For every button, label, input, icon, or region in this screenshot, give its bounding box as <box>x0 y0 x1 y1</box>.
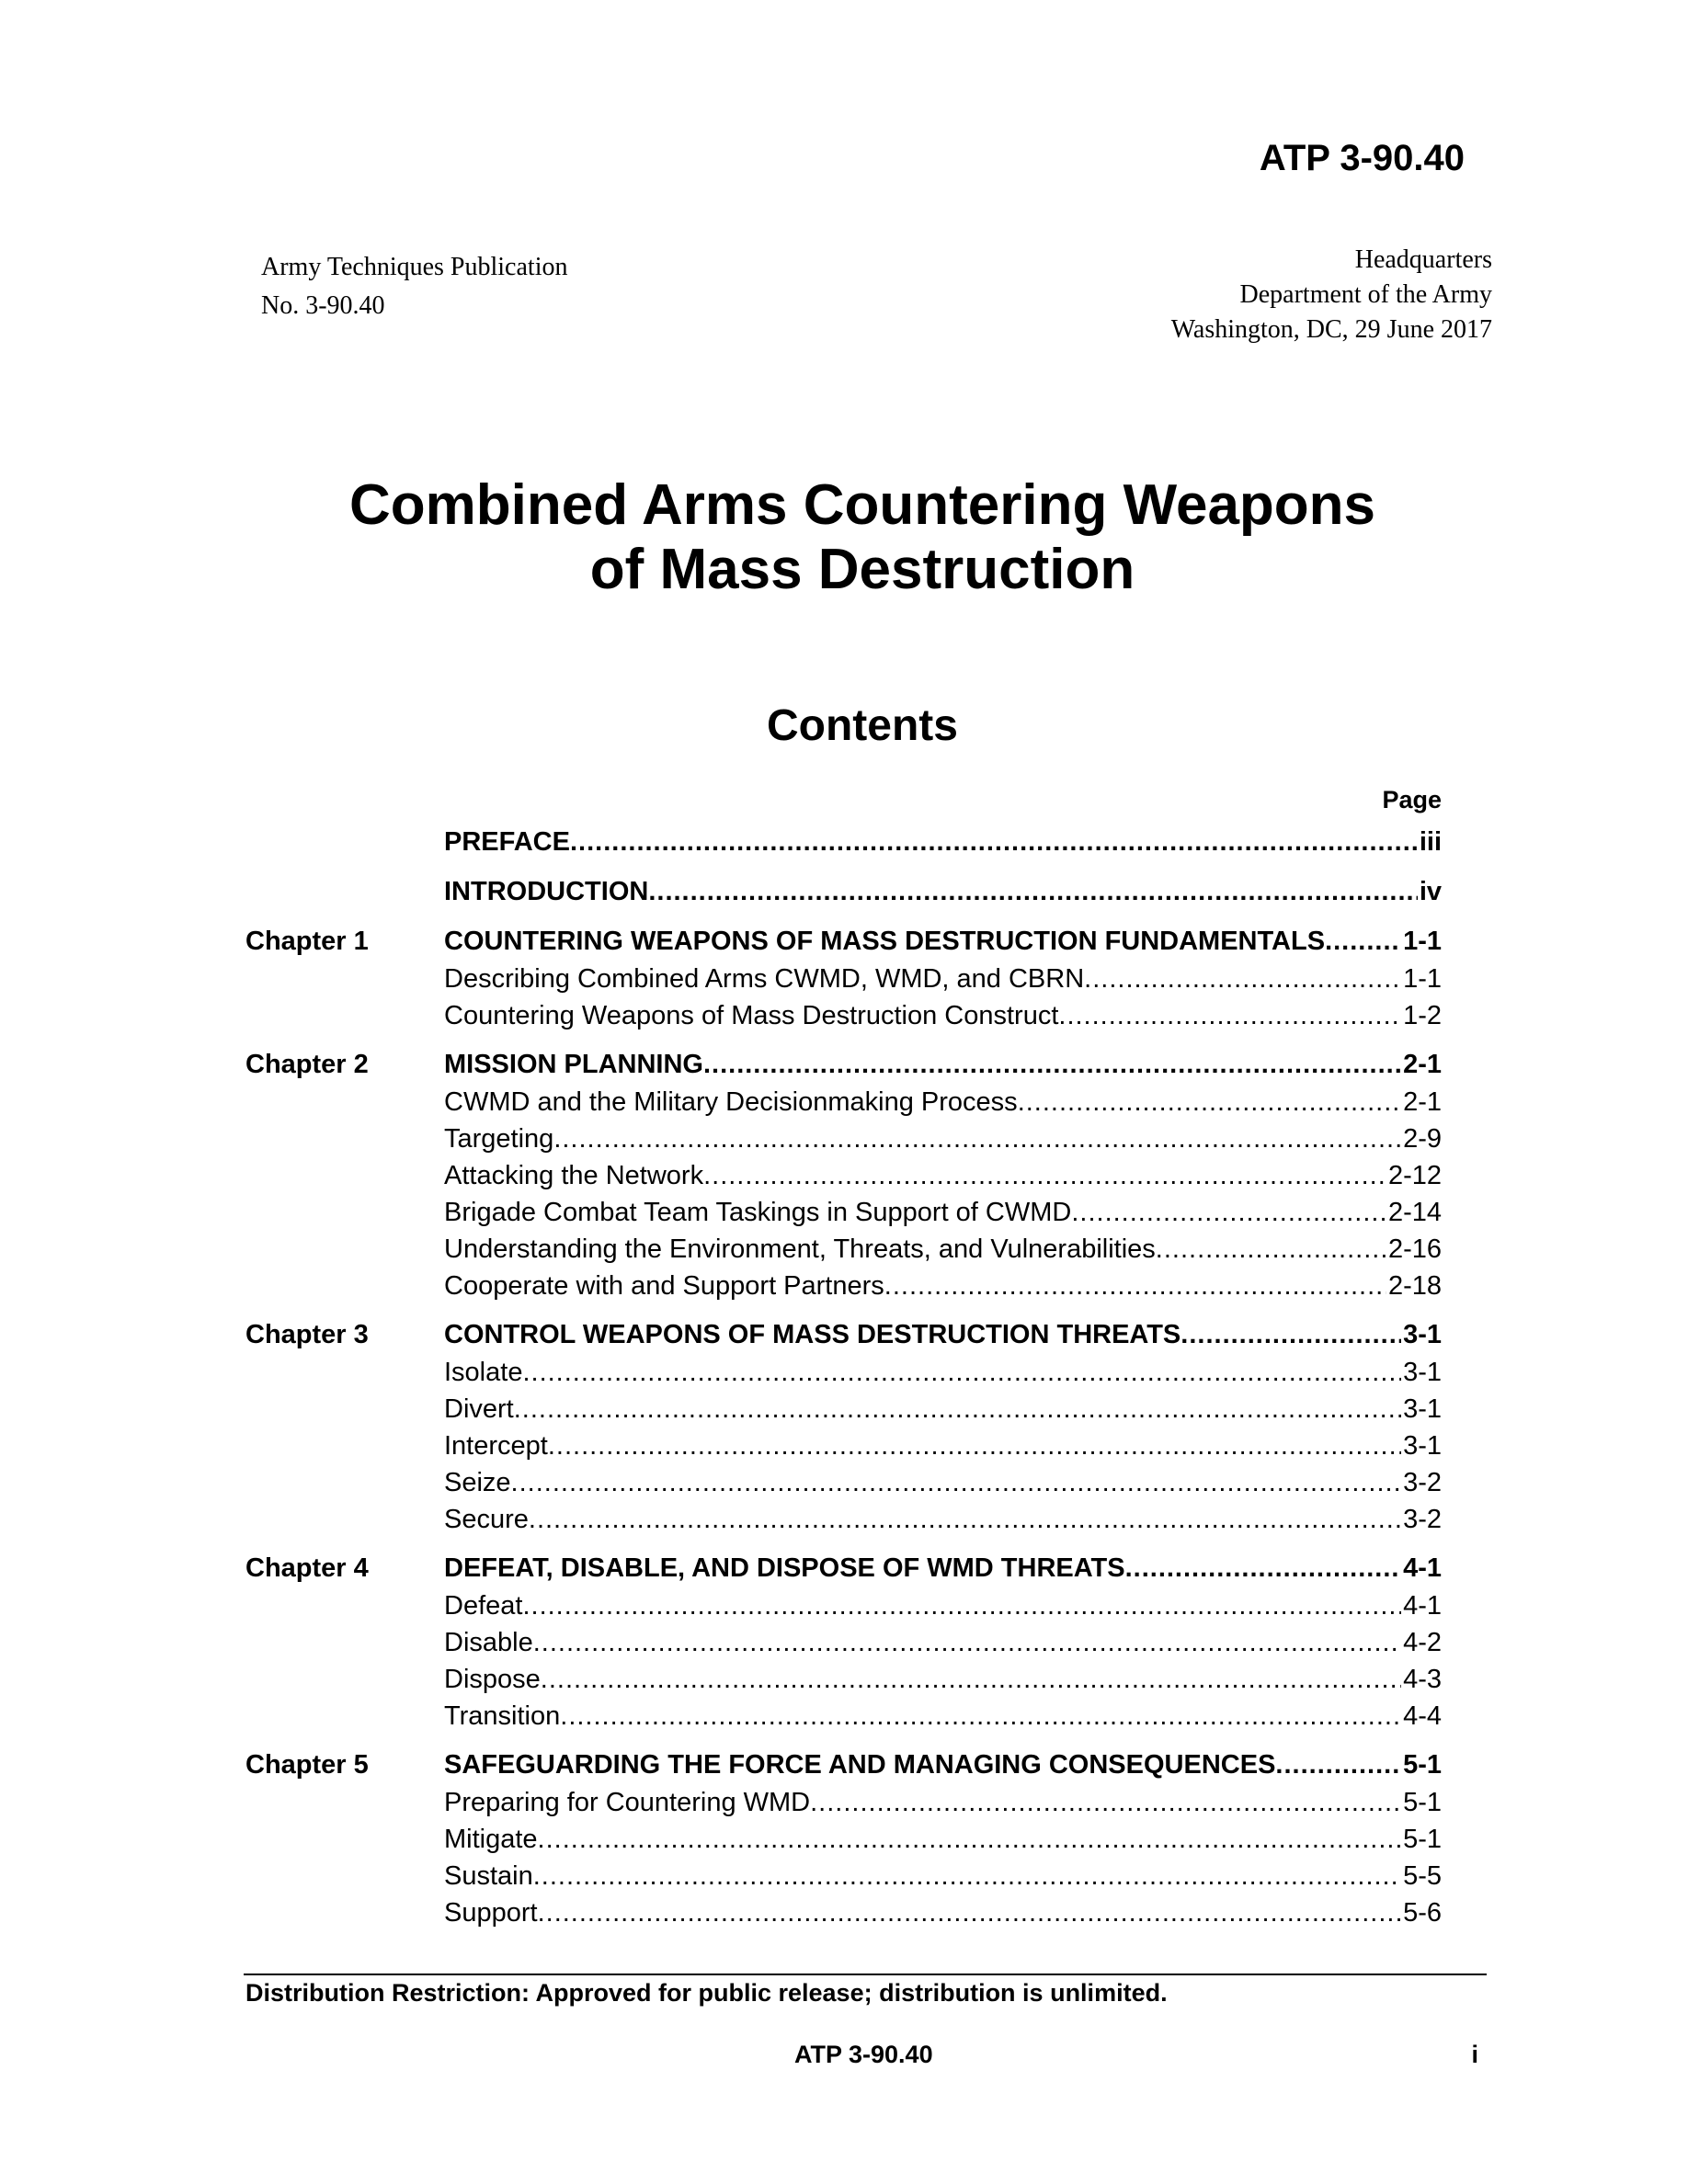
toc-section-entry[interactable] <box>444 1428 1442 1464</box>
dot-leader <box>1156 1231 1386 1268</box>
toc-group <box>245 1549 1442 1735</box>
headquarters-line: Headquarters <box>1354 245 1492 274</box>
toc-entry-title: CWMD and the Military Decisionmaking Process <box>444 1087 1018 1117</box>
toc-entry-page: 1-2 <box>1403 1001 1442 1030</box>
toc-entry-title: Secure <box>444 1505 529 1534</box>
toc-entry-title: Cooperate with and Support Partners <box>444 1271 884 1301</box>
toc-entry-page: 3-2 <box>1403 1505 1442 1534</box>
toc-section-entry[interactable] <box>444 1268 1442 1304</box>
toc-entry-title: Targeting <box>444 1124 554 1154</box>
toc-section-entry[interactable] <box>444 1624 1442 1661</box>
toc-entry-title: Isolate <box>444 1358 523 1387</box>
toc-chapter-entry[interactable] <box>444 1315 1442 1354</box>
toc-entry-page: 3-1 <box>1403 1358 1442 1387</box>
toc-section-entry[interactable] <box>444 1231 1442 1268</box>
toc-entry-page: 2-9 <box>1403 1124 1442 1154</box>
toc-entry-page: 3-2 <box>1403 1468 1442 1497</box>
dot-leader <box>703 1045 1401 1084</box>
publication-info <box>261 248 567 325</box>
toc-section-entry[interactable] <box>444 1194 1442 1231</box>
dot-leader <box>538 1894 1402 1931</box>
toc-section-entry[interactable] <box>444 997 1442 1034</box>
dot-leader <box>548 1428 1401 1464</box>
toc-entry-title: Preparing for Countering WMD <box>444 1788 811 1817</box>
toc-section-entry[interactable] <box>444 1391 1442 1428</box>
toc-entry-title: INTRODUCTION <box>444 877 649 906</box>
title-line-1: Combined Arms Countering Weapons <box>348 473 1376 537</box>
toc-entry-title: Transition <box>444 1701 561 1731</box>
toc-entry-title: Divert <box>444 1394 514 1424</box>
toc-entry-page: 5-6 <box>1403 1898 1442 1928</box>
distribution-restriction: Distribution Restriction: Approved for public release; distribution is unlimited. <box>245 1979 1168 2007</box>
toc-group <box>245 922 1442 1034</box>
toc-entry-page: 3-1 <box>1403 1394 1442 1424</box>
toc-entry-title: Support <box>444 1898 538 1928</box>
toc-entry-page: iv <box>1419 877 1442 906</box>
dot-leader <box>1018 1084 1401 1120</box>
dot-leader <box>529 1501 1401 1538</box>
toc-entry-title: Sustain <box>444 1861 533 1891</box>
toc-entry-title: Dispose <box>444 1665 541 1694</box>
toc-entry-title: PREFACE <box>444 827 570 857</box>
toc-entry-title: Countering Weapons of Mass Destruction Construct <box>444 1001 1059 1030</box>
toc-group <box>245 1045 1442 1304</box>
toc-entry-page: 2-14 <box>1387 1198 1442 1227</box>
toc-section-entry[interactable] <box>444 1698 1442 1735</box>
toc-entry-page: 3-1 <box>1403 1431 1442 1461</box>
toc-chapter-entry[interactable] <box>444 872 1442 911</box>
toc-entry-title: Defeat <box>444 1591 523 1621</box>
toc-group <box>245 823 1442 861</box>
toc-section-entry[interactable] <box>444 1120 1442 1157</box>
chapter-label: Chapter 2 <box>245 1050 369 1079</box>
toc-section-entry[interactable] <box>444 1157 1442 1194</box>
toc-entry-title: Describing Combined Arms CWMD, WMD, and CBRN <box>444 964 1085 994</box>
toc-entry-page: 3-1 <box>1403 1320 1442 1349</box>
toc-section-entry[interactable] <box>444 961 1442 997</box>
dot-leader <box>553 1120 1401 1157</box>
toc-chapter-entry[interactable] <box>444 1549 1442 1587</box>
department-line: Department of the Army <box>1239 280 1492 309</box>
dot-leader <box>514 1391 1401 1428</box>
toc-entry-title: Understanding the Environment, Threats, and Vulnerabilities <box>444 1234 1156 1264</box>
toc-entry-title: Attacking the Network <box>444 1161 704 1190</box>
toc-entry-page: 1-1 <box>1403 964 1442 994</box>
toc-entry-page: 5-5 <box>1403 1861 1442 1891</box>
toc-group <box>245 1746 1442 1931</box>
toc-entry-title: COUNTERING WEAPONS OF MASS DESTRUCTION FUNDAMENTALS <box>444 927 1326 956</box>
toc-entry-page: iii <box>1419 827 1442 857</box>
dot-leader <box>533 1624 1401 1661</box>
toc-entry-title: Intercept <box>444 1431 548 1461</box>
toc-entry-page: 2-1 <box>1403 1050 1442 1079</box>
toc-entry-title: MISSION PLANNING <box>444 1050 703 1079</box>
chapter-label: Chapter 5 <box>245 1750 369 1780</box>
dot-leader <box>1071 1194 1386 1231</box>
toc-section-entry[interactable] <box>444 1858 1442 1894</box>
footer-divider <box>244 1974 1487 1975</box>
toc-entry-page: 5-1 <box>1403 1825 1442 1854</box>
toc-entry-page: 5-1 <box>1403 1788 1442 1817</box>
chapter-label: Chapter 3 <box>245 1320 369 1349</box>
dot-leader <box>1275 1746 1401 1784</box>
dot-leader <box>648 872 1417 911</box>
toc-entry-page: 2-12 <box>1387 1161 1442 1190</box>
toc-entry-page: 4-3 <box>1403 1665 1442 1694</box>
dot-leader <box>570 823 1418 861</box>
dot-leader <box>560 1698 1401 1735</box>
toc-section-entry[interactable] <box>444 1821 1442 1858</box>
dot-leader <box>1084 961 1401 997</box>
toc-entry-title: Disable <box>444 1628 533 1657</box>
toc-entry-page: 4-2 <box>1403 1628 1442 1657</box>
toc-entry-title: DEFEAT, DISABLE, AND DISPOSE OF WMD THREATS <box>444 1553 1125 1583</box>
toc-chapter-entry[interactable] <box>444 1045 1442 1084</box>
toc-entry-page: 4-1 <box>1403 1553 1442 1583</box>
toc-group <box>245 1315 1442 1538</box>
location-date-line: Washington, DC, 29 June 2017 <box>1170 315 1492 344</box>
toc-entry-title: Mitigate <box>444 1825 538 1854</box>
toc-entry-page: 2-18 <box>1387 1271 1442 1301</box>
toc-entry-title: Seize <box>444 1468 511 1497</box>
toc-chapter-entry[interactable] <box>444 823 1442 861</box>
dot-leader <box>703 1157 1386 1194</box>
dot-leader <box>1180 1315 1401 1354</box>
dot-leader <box>541 1661 1401 1698</box>
toc-entry-title: CONTROL WEAPONS OF MASS DESTRUCTION THREATS <box>444 1320 1181 1349</box>
dot-leader <box>538 1821 1402 1858</box>
page-column-label: Page <box>1382 786 1442 813</box>
toc-group <box>245 872 1442 911</box>
toc-section-entry[interactable] <box>444 1501 1442 1538</box>
publication-number: No. 3-90.40 <box>261 291 385 320</box>
toc-entry-title: SAFEGUARDING THE FORCE AND MANAGING CONSEQUENCES <box>444 1750 1276 1780</box>
toc-entry-title: Brigade Combat Team Taskings in Support of CWMD <box>444 1198 1072 1227</box>
dot-leader <box>884 1268 1386 1304</box>
toc-section-entry[interactable] <box>444 1784 1442 1821</box>
dot-leader <box>810 1784 1401 1821</box>
dot-leader <box>511 1464 1402 1501</box>
toc-section-entry[interactable] <box>444 1084 1442 1120</box>
toc-entry-page: 1-1 <box>1403 927 1442 956</box>
toc-section-entry[interactable] <box>444 1661 1442 1698</box>
chapter-label: Chapter 4 <box>245 1553 369 1583</box>
toc-entry-page: 2-16 <box>1387 1234 1442 1264</box>
toc-entry-page: 2-1 <box>1403 1087 1442 1117</box>
page-title <box>0 473 1688 602</box>
toc-section-entry[interactable] <box>444 1587 1442 1624</box>
dot-leader <box>1058 997 1401 1034</box>
issuing-authority <box>1171 243 1492 347</box>
dot-leader <box>522 1354 1401 1391</box>
toc-entry-page: 4-1 <box>1403 1591 1442 1621</box>
toc-section-entry[interactable] <box>444 1354 1442 1391</box>
toc-chapter-entry[interactable] <box>444 1746 1442 1784</box>
contents-heading: Contents <box>767 701 958 750</box>
toc-section-entry[interactable] <box>444 1894 1442 1931</box>
dot-leader <box>1325 922 1401 961</box>
footer-page-number: i <box>1471 2041 1478 2068</box>
publication-type: Army Techniques Publication <box>261 253 568 281</box>
toc-entry-page: 5-1 <box>1403 1750 1442 1780</box>
toc-chapter-entry[interactable] <box>444 922 1442 961</box>
dot-leader <box>533 1858 1401 1894</box>
toc-section-entry[interactable] <box>444 1464 1442 1501</box>
toc-entry-page: 4-4 <box>1403 1701 1442 1731</box>
footer-document-id: ATP 3-90.40 <box>794 2041 933 2068</box>
table-of-contents <box>245 823 1442 1942</box>
chapter-label: Chapter 1 <box>245 927 369 956</box>
title-line-2: of Mass Destruction <box>589 538 1135 601</box>
dot-leader <box>522 1587 1401 1624</box>
dot-leader <box>1125 1549 1401 1587</box>
document-id-header: ATP 3-90.40 <box>1259 138 1465 178</box>
